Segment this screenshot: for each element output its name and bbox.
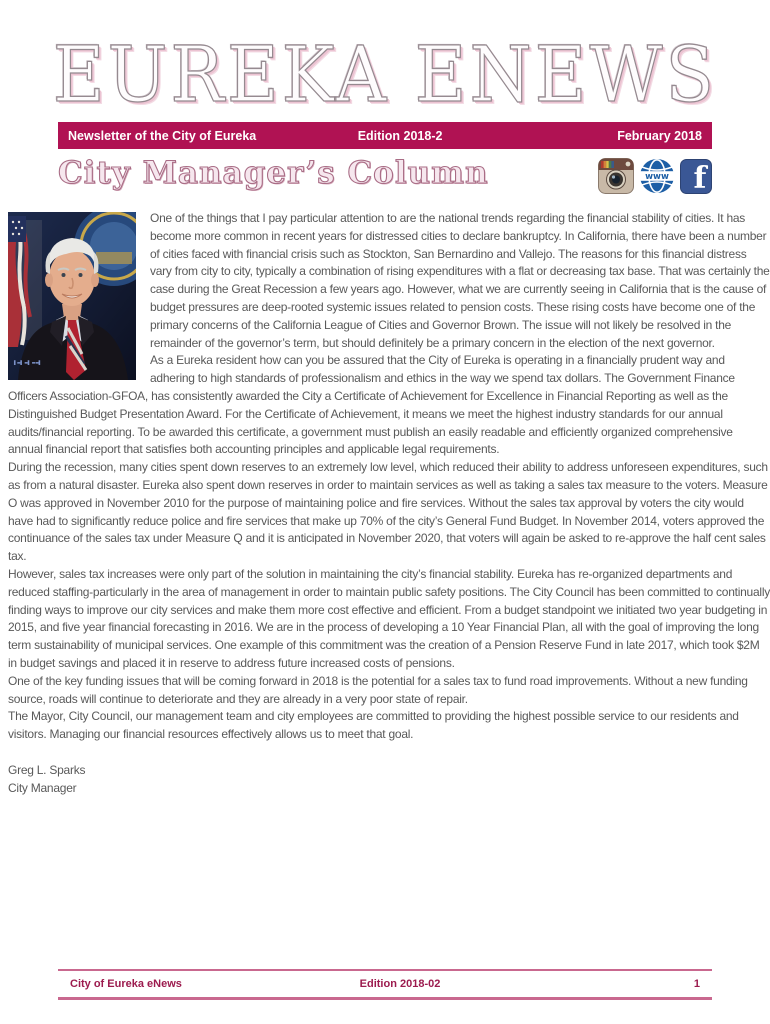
- footer-edition: Edition 2018-02: [359, 978, 441, 990]
- column-title: City Manager’s Column: [58, 155, 489, 191]
- newsletter-masthead-title: EUREKA ENEWS: [52, 29, 718, 119]
- city-manager-article: [8, 210, 770, 797]
- city-manager-photo: [8, 212, 136, 380]
- footer-newsletter-name: City of Eureka eNews: [70, 978, 182, 990]
- paragraph-6-text: The Mayor, City Council, our management team and city employees are committed to providing the highest possible service to our residents and visitors. Managing our financial resources effectively allows us to meet that goal.: [8, 709, 739, 742]
- facebook-icon[interactable]: [680, 159, 712, 194]
- photo-credit-text: ▌▬▌ ▬▌ ▬▬▌: [14, 360, 42, 365]
- www-globe-icon[interactable]: [639, 158, 675, 194]
- title-row: [58, 156, 712, 200]
- article-paragraph: [8, 210, 770, 365]
- footer-bottom-rule: [58, 997, 712, 1000]
- page-footer: [58, 969, 712, 1000]
- header-bar-newsletter-name: Newsletter of the City of Eureka: [68, 128, 257, 143]
- facebook-f-glyph: f: [693, 160, 707, 194]
- paragraph-1-text: One of the things that I pay particular attention to are the national trends regarding the financial stability of cities. It has become more common in recent years for distressed cities to declare bankruptcy. In California, there have been a number of cities faced with financial crisis such as Stockton, San Bernardino and Vallejo. The reasons for this financial distress vary from city to city, typically a combination of rising expenditures with a flat or decreasing tax base. That was certainly the case during the Great Recession a few years ago. However, what we are currently seeing in California that is the cause of budget pressures are deep-rooted systemic issues related to pension costs. These rising costs have become one of the primary concerns of the California League of Cities and Governor Brown. The issue will not likely be resolved in the remainder of the governor’s term, but should definitely be a primary concern in the election of the next governor.: [150, 211, 770, 350]
- instagram-icon[interactable]: [598, 158, 634, 194]
- signature-block: [8, 762, 770, 798]
- header-bar: [58, 122, 712, 149]
- paragraph-4-text: However, sales tax increases were only part of the solution in maintaining the city’s financial stability. Eureka has re-organized departments and reduced staffing-particularly in the area of management in order to maintain public safety positions. The City Council has been committed to continually finding ways to improve our city services and make them more cost effective and efficient. From a budget standpoint we initiated two year budgeting in 2015, and five year financial forecasting in 2016. We are in the process of developing a 10 Year Financial Plan, all with the goal of improving the long term sustainability of municipal services. One example of this commitment was the creation of a Pension Reserve Fund in late 2017, which took $2M in budget savings and placed it in reserve to address future increased costs of pensions.: [8, 566, 770, 670]
- header-bar-date: February 2018: [617, 128, 702, 143]
- www-globe-label: www: [645, 172, 669, 183]
- paragraph-5-text: One of the key funding issues that will be coming forward in 2018 is the potential for a sales tax to fund road improvements. Without a new funding source, roads will continue to deteriorate and they are already in a very poor state of repair.: [8, 673, 748, 706]
- signature-title: City Manager: [8, 780, 77, 795]
- paragraph-3-text: During the recession, many cities spent down reserves to an extremely low level, which reduced their ability to address unforeseen expenditures, such as from a natural disaster. Eureka also spent down reserves in order to maintain services as well as taking a sales tax measure to the voters. Measure O was approved in November 2010 for the purpose of maintaining police and fire services. Without the sales tax approval by voters the city would have had to significantly reduce police and fire services that make up 70% of the city’s General Fund Budget. In November 2014, voters approved the continuance of the sales tax under Measure Q and it is anticipated in November 2020, that voters will again be asked to re-approve the half cent sales tax.: [8, 460, 768, 564]
- paragraph-2-text: As a Eureka resident how can you be assured that the City of Eureka is operating in a financially prudent way and adhering to high standards of professionalism and ethics in the way we spend tax dollars. The Government Finance Officers Association-GFOA, has consistently awarded the City a Certificate of Achievement for Excellence in Financial Reporting as well as the Distinguished Budget Presentation Award. For the Certificate of Achievement, it means we meet the highest industry standards for our annual audits/financial reporting. To be awarded this certificate, a government must publish an easily readable and efficiently organized comprehensive annual financial report that satisfies both accounting principles and applicable legal requirements.: [8, 353, 735, 457]
- footer-page-number: 1: [693, 978, 700, 990]
- signature-name: Greg L. Sparks: [8, 762, 86, 777]
- social-icons: [598, 158, 712, 194]
- header-bar-edition: Edition 2018-2: [357, 128, 443, 143]
- banner: [52, 29, 718, 119]
